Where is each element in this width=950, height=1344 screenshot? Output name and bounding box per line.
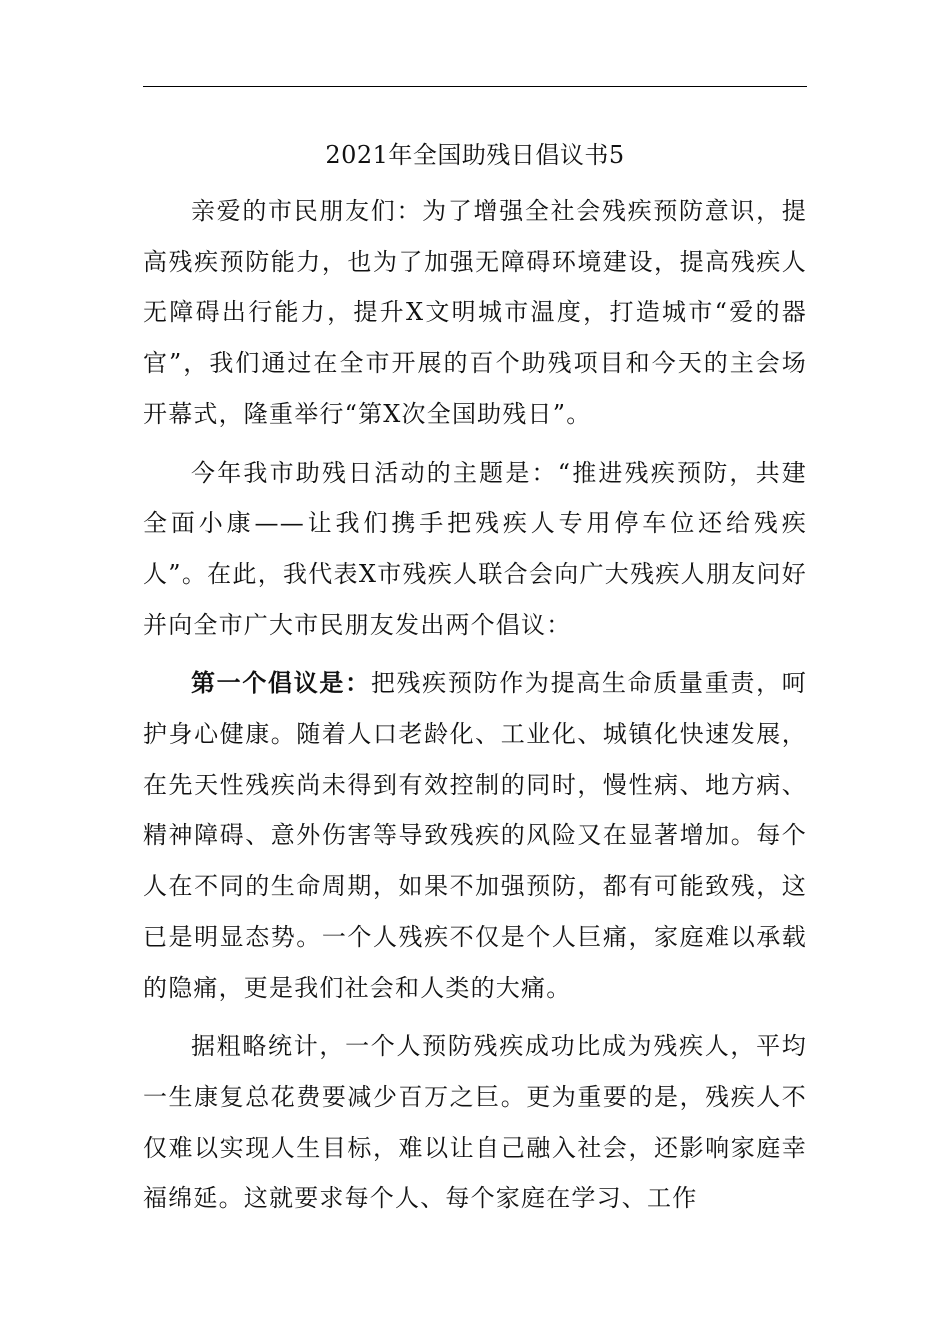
paragraph-text: 把残疾预防作为提高生命质量重责，呵护身心健康。随着人口老龄化、工业化、城镇化快速发展，在先天性残疾尚未得到有效控制的同时，慢性病、地方病、精神障碍、意外伤害等导致残疾的风险又在显著增加。每个人在不同的生命周期，如果不加强预防，都有可能致残，这已是明显态势。一个人残疾不仅是个人巨痛，家庭难以承载的隐痛，更是我们社会和人类的大痛。 bbox=[143, 669, 807, 1002]
document-title: 2021年全国助残日倡议书5 bbox=[325, 141, 625, 169]
paragraph-lead: 第一个倡议是： bbox=[191, 668, 371, 698]
paragraph-text: 亲爱的市民朋友们：为了增强全社会残疾预防意识，提高残疾预防能力，也为了加强无障碍环境建设，提高残疾人无障碍出行能力，提升X文明城市温度，打造城市“爱的器官”，我们通过在全市开展的百个助残项目和今天的主会场开幕式，隆重举行“第X次全国助残日”。 bbox=[143, 197, 807, 428]
header-rule bbox=[143, 86, 807, 87]
paragraph-2 bbox=[143, 448, 807, 651]
paragraph-text: 据粗略统计，一个人预防残疾成功比成为残疾人，平均一生康复总花费要减少百万之巨。更为重要的是，残疾人不仅难以实现人生目标，难以让自己融入社会，还影响家庭幸福绵延。这就要求每个人、每个家庭在学习、工作 bbox=[143, 1032, 807, 1213]
paragraph-text: 今年我市助残日活动的主题是：“推进残疾预防，共建全面小康——让我们携手把残疾人专用停车位还给残疾人”。在此，我代表X市残疾人联合会向广大残疾人朋友问好并向全市广大市民朋友发出两个倡议： bbox=[143, 458, 807, 639]
paragraph-1 bbox=[143, 186, 807, 440]
document-body bbox=[143, 186, 807, 1224]
paragraph-3 bbox=[143, 658, 807, 1013]
paragraph-4 bbox=[143, 1021, 807, 1224]
